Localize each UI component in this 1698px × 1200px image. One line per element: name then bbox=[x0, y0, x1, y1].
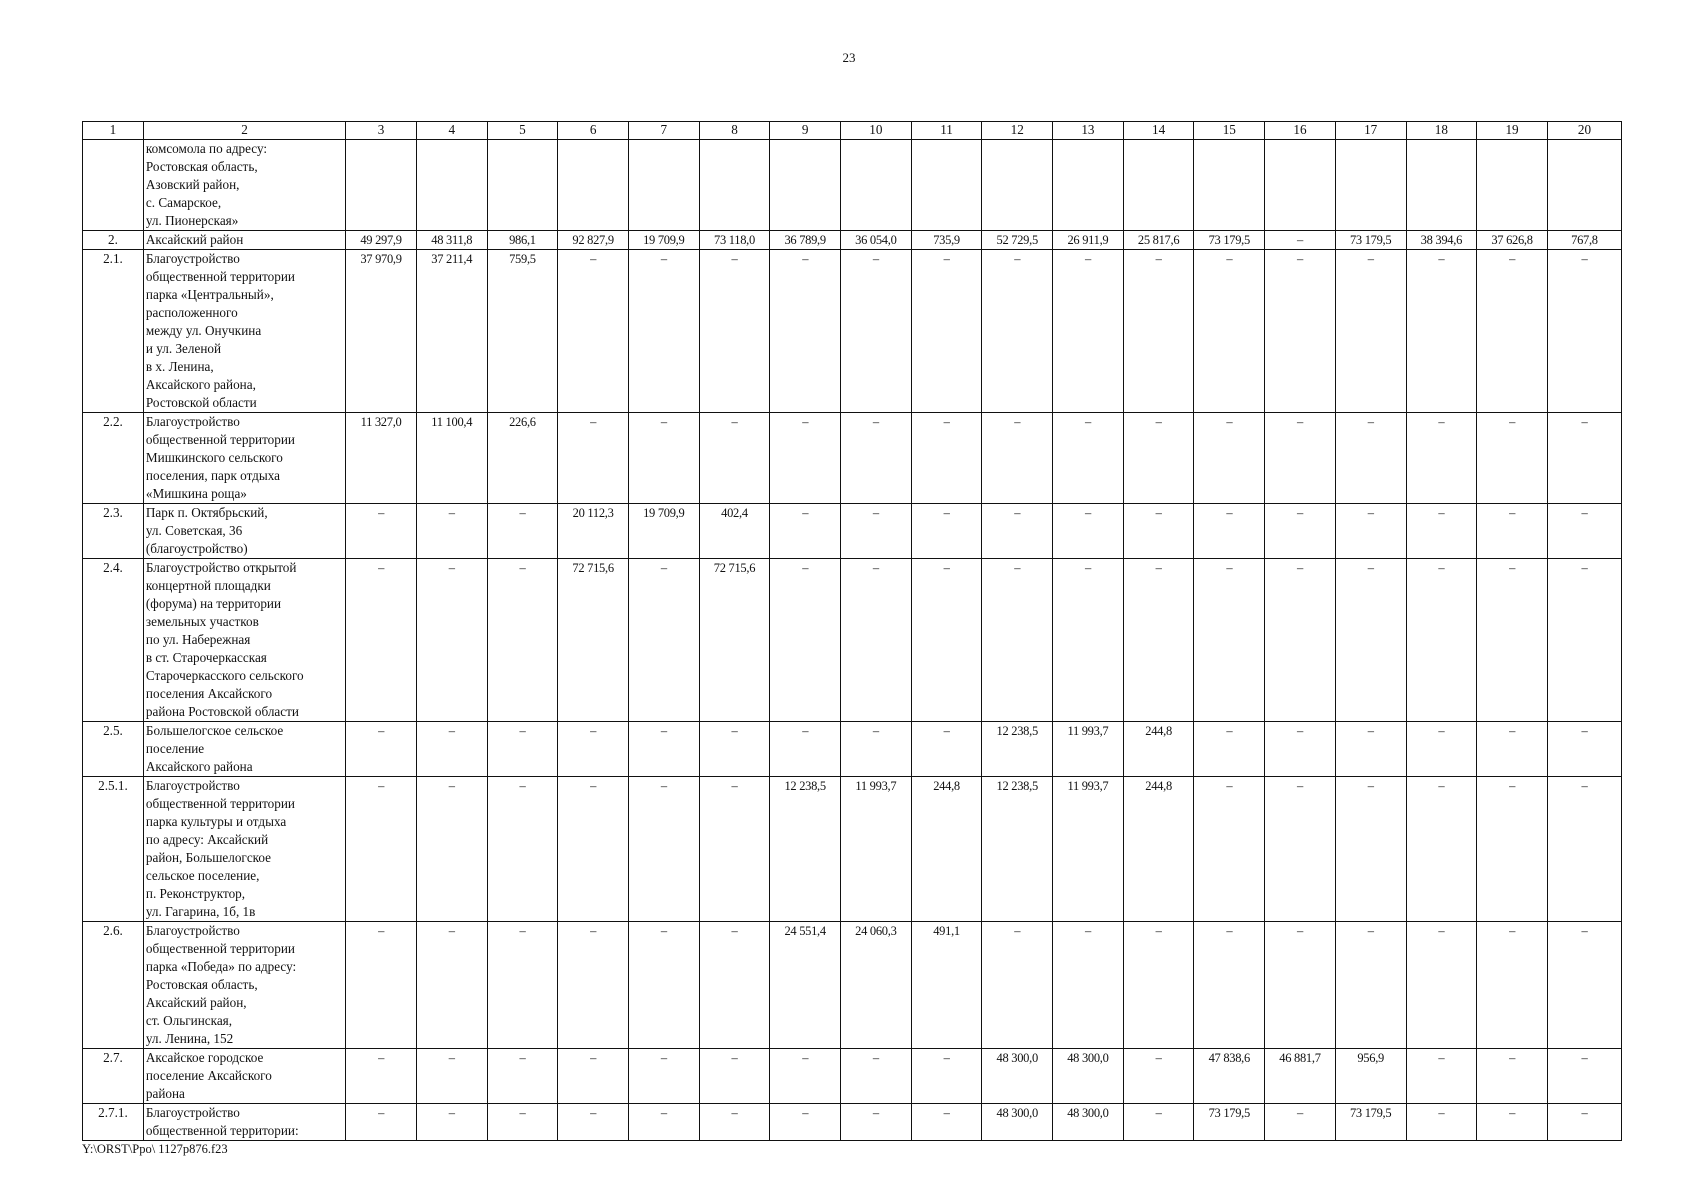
value-cell: – bbox=[911, 1049, 982, 1104]
value-cell: – bbox=[1547, 1104, 1621, 1141]
value-cell: 48 300,0 bbox=[982, 1104, 1053, 1141]
value-cell: – bbox=[1335, 250, 1406, 413]
value-cell: – bbox=[982, 250, 1053, 413]
value-cell: – bbox=[1547, 722, 1621, 777]
column-header: 5 bbox=[487, 122, 558, 140]
value-cell: – bbox=[558, 922, 629, 1049]
value-cell: – bbox=[841, 504, 912, 559]
value-cell: – bbox=[911, 559, 982, 722]
row-name: Аксайское городское поселение Аксайского района bbox=[143, 1049, 345, 1104]
value-cell: – bbox=[699, 250, 770, 413]
value-cell: – bbox=[1335, 413, 1406, 504]
value-cell: – bbox=[911, 504, 982, 559]
value-cell: – bbox=[982, 559, 1053, 722]
value-cell: – bbox=[1265, 777, 1336, 922]
value-cell: – bbox=[1547, 250, 1621, 413]
value-cell bbox=[346, 140, 417, 231]
value-cell: – bbox=[982, 413, 1053, 504]
value-cell: – bbox=[982, 504, 1053, 559]
value-cell: – bbox=[1406, 250, 1477, 413]
value-cell: – bbox=[1123, 504, 1194, 559]
value-cell: – bbox=[1194, 559, 1265, 722]
row-number: 2. bbox=[83, 231, 144, 250]
value-cell: – bbox=[1406, 777, 1477, 922]
value-cell: – bbox=[1194, 922, 1265, 1049]
value-cell: 491,1 bbox=[911, 922, 982, 1049]
value-cell bbox=[1265, 140, 1336, 231]
value-cell: – bbox=[1477, 922, 1548, 1049]
value-cell bbox=[1053, 140, 1124, 231]
row-name: Аксайский район bbox=[143, 231, 345, 250]
value-cell: – bbox=[628, 413, 699, 504]
value-cell: – bbox=[416, 922, 487, 1049]
value-cell: 226,6 bbox=[487, 413, 558, 504]
value-cell: 48 300,0 bbox=[982, 1049, 1053, 1104]
value-cell: – bbox=[1335, 922, 1406, 1049]
value-cell: – bbox=[558, 1049, 629, 1104]
table-row bbox=[83, 231, 1622, 250]
value-cell: – bbox=[487, 722, 558, 777]
page-number: 23 bbox=[842, 50, 856, 65]
table-row bbox=[83, 1049, 1622, 1104]
value-cell: 48 300,0 bbox=[1053, 1104, 1124, 1141]
value-cell: – bbox=[1477, 504, 1548, 559]
budget-table bbox=[82, 121, 1622, 1141]
value-cell: – bbox=[1406, 1049, 1477, 1104]
value-cell: 73 179,5 bbox=[1335, 1104, 1406, 1141]
table-row bbox=[83, 559, 1622, 722]
footer-file-path: Y:\ORST\Ppo\ 1127p876.f23 bbox=[82, 1142, 228, 1156]
value-cell bbox=[1477, 140, 1548, 231]
value-cell: – bbox=[1053, 413, 1124, 504]
column-header: 17 bbox=[1335, 122, 1406, 140]
value-cell: – bbox=[770, 504, 841, 559]
column-header: 2 bbox=[143, 122, 345, 140]
table-header-row bbox=[83, 122, 1622, 140]
value-cell bbox=[628, 140, 699, 231]
row-name: Парк п. Октябрьский, ул. Советская, 36 (благоустройство) bbox=[143, 504, 345, 559]
value-cell: – bbox=[770, 1104, 841, 1141]
value-cell bbox=[416, 140, 487, 231]
value-cell: – bbox=[416, 777, 487, 922]
value-cell: 402,4 bbox=[699, 504, 770, 559]
value-cell: – bbox=[1406, 559, 1477, 722]
value-cell: 52 729,5 bbox=[982, 231, 1053, 250]
value-cell bbox=[1547, 140, 1621, 231]
value-cell: 11 100,4 bbox=[416, 413, 487, 504]
table-row bbox=[83, 140, 1622, 231]
value-cell: – bbox=[416, 722, 487, 777]
value-cell: 19 709,9 bbox=[628, 231, 699, 250]
value-cell: – bbox=[628, 922, 699, 1049]
value-cell: – bbox=[1547, 922, 1621, 1049]
value-cell bbox=[558, 140, 629, 231]
row-name: Благоустройство открытой концертной площадки (форума) на территории земельных участков по ул. Набережная в ст. Старочеркасская Старочеркасского сельского поселения Аксайского района Ростовской области bbox=[143, 559, 345, 722]
value-cell: 38 394,6 bbox=[1406, 231, 1477, 250]
value-cell: – bbox=[1477, 559, 1548, 722]
value-cell: – bbox=[699, 1104, 770, 1141]
value-cell: 26 911,9 bbox=[1053, 231, 1124, 250]
value-cell: 36 054,0 bbox=[841, 231, 912, 250]
value-cell: – bbox=[1406, 413, 1477, 504]
value-cell: – bbox=[1123, 1104, 1194, 1141]
column-header: 6 bbox=[558, 122, 629, 140]
value-cell: – bbox=[416, 1049, 487, 1104]
value-cell bbox=[1406, 140, 1477, 231]
value-cell: – bbox=[416, 504, 487, 559]
value-cell: – bbox=[1406, 1104, 1477, 1141]
value-cell: 36 789,9 bbox=[770, 231, 841, 250]
value-cell: – bbox=[416, 559, 487, 722]
table-row bbox=[83, 777, 1622, 922]
value-cell bbox=[841, 140, 912, 231]
value-cell: 11 993,7 bbox=[1053, 777, 1124, 922]
value-cell: – bbox=[416, 1104, 487, 1141]
value-cell: – bbox=[1335, 559, 1406, 722]
value-cell: – bbox=[628, 559, 699, 722]
value-cell: – bbox=[770, 559, 841, 722]
value-cell: – bbox=[699, 413, 770, 504]
value-cell: – bbox=[487, 1104, 558, 1141]
column-header: 15 bbox=[1194, 122, 1265, 140]
value-cell: 767,8 bbox=[1547, 231, 1621, 250]
value-cell: – bbox=[1123, 1049, 1194, 1104]
value-cell: – bbox=[911, 722, 982, 777]
value-cell bbox=[487, 140, 558, 231]
value-cell bbox=[982, 140, 1053, 231]
column-header: 12 bbox=[982, 122, 1053, 140]
value-cell: – bbox=[558, 250, 629, 413]
value-cell: 759,5 bbox=[487, 250, 558, 413]
value-cell: – bbox=[841, 559, 912, 722]
value-cell: 48 311,8 bbox=[416, 231, 487, 250]
value-cell: – bbox=[911, 1104, 982, 1141]
value-cell: – bbox=[1194, 413, 1265, 504]
value-cell: – bbox=[1053, 250, 1124, 413]
row-number: 2.5.1. bbox=[83, 777, 144, 922]
value-cell: – bbox=[1547, 559, 1621, 722]
value-cell: 46 881,7 bbox=[1265, 1049, 1336, 1104]
value-cell: 47 838,6 bbox=[1194, 1049, 1265, 1104]
value-cell: – bbox=[1335, 504, 1406, 559]
value-cell: – bbox=[1265, 922, 1336, 1049]
value-cell: – bbox=[1547, 413, 1621, 504]
value-cell: 72 715,6 bbox=[699, 559, 770, 722]
value-cell: 73 179,5 bbox=[1194, 1104, 1265, 1141]
column-header: 3 bbox=[346, 122, 417, 140]
value-cell: – bbox=[1194, 722, 1265, 777]
column-header: 7 bbox=[628, 122, 699, 140]
value-cell: – bbox=[487, 1049, 558, 1104]
value-cell: – bbox=[1477, 777, 1548, 922]
value-cell: – bbox=[628, 1049, 699, 1104]
value-cell bbox=[1335, 140, 1406, 231]
value-cell: – bbox=[1335, 777, 1406, 922]
value-cell: – bbox=[1335, 722, 1406, 777]
value-cell: – bbox=[628, 722, 699, 777]
value-cell: – bbox=[1265, 1104, 1336, 1141]
column-header: 9 bbox=[770, 122, 841, 140]
column-header: 18 bbox=[1406, 122, 1477, 140]
value-cell: – bbox=[982, 922, 1053, 1049]
value-cell: – bbox=[841, 1049, 912, 1104]
value-cell: 11 993,7 bbox=[841, 777, 912, 922]
value-cell: – bbox=[346, 504, 417, 559]
value-cell: – bbox=[841, 250, 912, 413]
value-cell: – bbox=[1265, 722, 1336, 777]
column-header: 13 bbox=[1053, 122, 1124, 140]
value-cell: – bbox=[770, 1049, 841, 1104]
value-cell: – bbox=[770, 250, 841, 413]
value-cell: – bbox=[1265, 504, 1336, 559]
value-cell: 11 993,7 bbox=[1053, 722, 1124, 777]
value-cell: – bbox=[1053, 559, 1124, 722]
value-cell: – bbox=[1265, 250, 1336, 413]
value-cell: – bbox=[699, 722, 770, 777]
value-cell: – bbox=[1477, 250, 1548, 413]
row-number: 2.7. bbox=[83, 1049, 144, 1104]
table-row bbox=[83, 250, 1622, 413]
column-header: 8 bbox=[699, 122, 770, 140]
value-cell: 19 709,9 bbox=[628, 504, 699, 559]
value-cell: – bbox=[1406, 504, 1477, 559]
value-cell: – bbox=[558, 413, 629, 504]
value-cell: – bbox=[1406, 922, 1477, 1049]
value-cell: – bbox=[346, 922, 417, 1049]
value-cell: – bbox=[1123, 559, 1194, 722]
value-cell: 37 970,9 bbox=[346, 250, 417, 413]
value-cell bbox=[1123, 140, 1194, 231]
value-cell: – bbox=[1477, 722, 1548, 777]
value-cell: – bbox=[1477, 413, 1548, 504]
value-cell: – bbox=[911, 250, 982, 413]
value-cell: – bbox=[1547, 777, 1621, 922]
value-cell: – bbox=[1406, 722, 1477, 777]
value-cell: 72 715,6 bbox=[558, 559, 629, 722]
row-number: 2.2. bbox=[83, 413, 144, 504]
column-header: 14 bbox=[1123, 122, 1194, 140]
value-cell: – bbox=[911, 413, 982, 504]
value-cell: 12 238,5 bbox=[982, 777, 1053, 922]
value-cell: – bbox=[1194, 250, 1265, 413]
value-cell: 24 551,4 bbox=[770, 922, 841, 1049]
value-cell: 37 211,4 bbox=[416, 250, 487, 413]
value-cell: 24 060,3 bbox=[841, 922, 912, 1049]
value-cell: – bbox=[558, 722, 629, 777]
value-cell: – bbox=[346, 559, 417, 722]
value-cell: – bbox=[1123, 413, 1194, 504]
value-cell: – bbox=[1053, 504, 1124, 559]
value-cell: – bbox=[1123, 250, 1194, 413]
value-cell: – bbox=[487, 504, 558, 559]
table-row bbox=[83, 722, 1622, 777]
table-row bbox=[83, 1104, 1622, 1141]
value-cell: – bbox=[628, 1104, 699, 1141]
value-cell: – bbox=[346, 1049, 417, 1104]
value-cell: 11 327,0 bbox=[346, 413, 417, 504]
value-cell: – bbox=[1265, 413, 1336, 504]
value-cell: 12 238,5 bbox=[770, 777, 841, 922]
value-cell: – bbox=[1477, 1104, 1548, 1141]
value-cell: – bbox=[699, 1049, 770, 1104]
value-cell: 956,9 bbox=[1335, 1049, 1406, 1104]
value-cell: – bbox=[1194, 504, 1265, 559]
column-header: 19 bbox=[1477, 122, 1548, 140]
value-cell: 244,8 bbox=[1123, 722, 1194, 777]
value-cell: – bbox=[770, 413, 841, 504]
column-header: 16 bbox=[1265, 122, 1336, 140]
value-cell: – bbox=[1053, 922, 1124, 1049]
row-number: 2.5. bbox=[83, 722, 144, 777]
row-number: 2.3. bbox=[83, 504, 144, 559]
column-header: 11 bbox=[911, 122, 982, 140]
value-cell: – bbox=[487, 777, 558, 922]
value-cell: 73 118,0 bbox=[699, 231, 770, 250]
value-cell: 73 179,5 bbox=[1194, 231, 1265, 250]
value-cell: – bbox=[487, 922, 558, 1049]
value-cell bbox=[770, 140, 841, 231]
value-cell: – bbox=[699, 777, 770, 922]
value-cell: – bbox=[841, 722, 912, 777]
value-cell: 244,8 bbox=[1123, 777, 1194, 922]
value-cell: 735,9 bbox=[911, 231, 982, 250]
value-cell: – bbox=[346, 1104, 417, 1141]
value-cell: – bbox=[1547, 504, 1621, 559]
row-name: Благоустройство общественной территории: bbox=[143, 1104, 345, 1141]
value-cell: – bbox=[770, 722, 841, 777]
value-cell: – bbox=[487, 559, 558, 722]
row-number: 2.1. bbox=[83, 250, 144, 413]
value-cell: 986,1 bbox=[487, 231, 558, 250]
row-name: Благоустройство общественной территории Мишкинского сельского поселения, парк отдыха «Мишкина роща» bbox=[143, 413, 345, 504]
value-cell: – bbox=[346, 722, 417, 777]
value-cell bbox=[1194, 140, 1265, 231]
value-cell: – bbox=[1123, 922, 1194, 1049]
value-cell bbox=[911, 140, 982, 231]
value-cell: 49 297,9 bbox=[346, 231, 417, 250]
table-row bbox=[83, 504, 1622, 559]
value-cell: – bbox=[1265, 559, 1336, 722]
row-number: 2.6. bbox=[83, 922, 144, 1049]
value-cell: 244,8 bbox=[911, 777, 982, 922]
value-cell: 92 827,9 bbox=[558, 231, 629, 250]
row-name: Благоустройство общественной территории парка культуры и отдыха по адресу: Аксайский район, Большелогское сельское поселение, п. Реконструктор, ул. Гагарина, 1б, 1в bbox=[143, 777, 345, 922]
value-cell: – bbox=[558, 1104, 629, 1141]
value-cell: 20 112,3 bbox=[558, 504, 629, 559]
value-cell: 37 626,8 bbox=[1477, 231, 1548, 250]
column-header: 4 bbox=[416, 122, 487, 140]
value-cell: 12 238,5 bbox=[982, 722, 1053, 777]
value-cell: – bbox=[1265, 231, 1336, 250]
column-header: 20 bbox=[1547, 122, 1621, 140]
value-cell bbox=[699, 140, 770, 231]
row-number bbox=[83, 140, 144, 231]
column-header: 1 bbox=[83, 122, 144, 140]
column-header: 10 bbox=[841, 122, 912, 140]
row-name: комсомола по адресу: Ростовская область, Азовский район, с. Самарское, ул. Пионерская» bbox=[143, 140, 345, 231]
table-row bbox=[83, 413, 1622, 504]
value-cell: – bbox=[628, 777, 699, 922]
value-cell: – bbox=[841, 1104, 912, 1141]
value-cell: – bbox=[841, 413, 912, 504]
row-number: 2.7.1. bbox=[83, 1104, 144, 1141]
value-cell: 48 300,0 bbox=[1053, 1049, 1124, 1104]
value-cell: 25 817,6 bbox=[1123, 231, 1194, 250]
row-number: 2.4. bbox=[83, 559, 144, 722]
row-name: Большелогское сельское поселение Аксайского района bbox=[143, 722, 345, 777]
table-row bbox=[83, 922, 1622, 1049]
value-cell: – bbox=[1477, 1049, 1548, 1104]
row-name: Благоустройство общественной территории парка «Победа» по адресу: Ростовская область, Аксайский район, ст. Ольгинская, ул. Ленина, 152 bbox=[143, 922, 345, 1049]
value-cell: – bbox=[1547, 1049, 1621, 1104]
value-cell: 73 179,5 bbox=[1335, 231, 1406, 250]
row-name: Благоустройство общественной территории парка «Центральный», расположенного между ул. Онучкина и ул. Зеленой в х. Ленина, Аксайского района, Ростовской области bbox=[143, 250, 345, 413]
value-cell: – bbox=[346, 777, 417, 922]
value-cell: – bbox=[1194, 777, 1265, 922]
value-cell: – bbox=[628, 250, 699, 413]
value-cell: – bbox=[699, 922, 770, 1049]
value-cell: – bbox=[558, 777, 629, 922]
